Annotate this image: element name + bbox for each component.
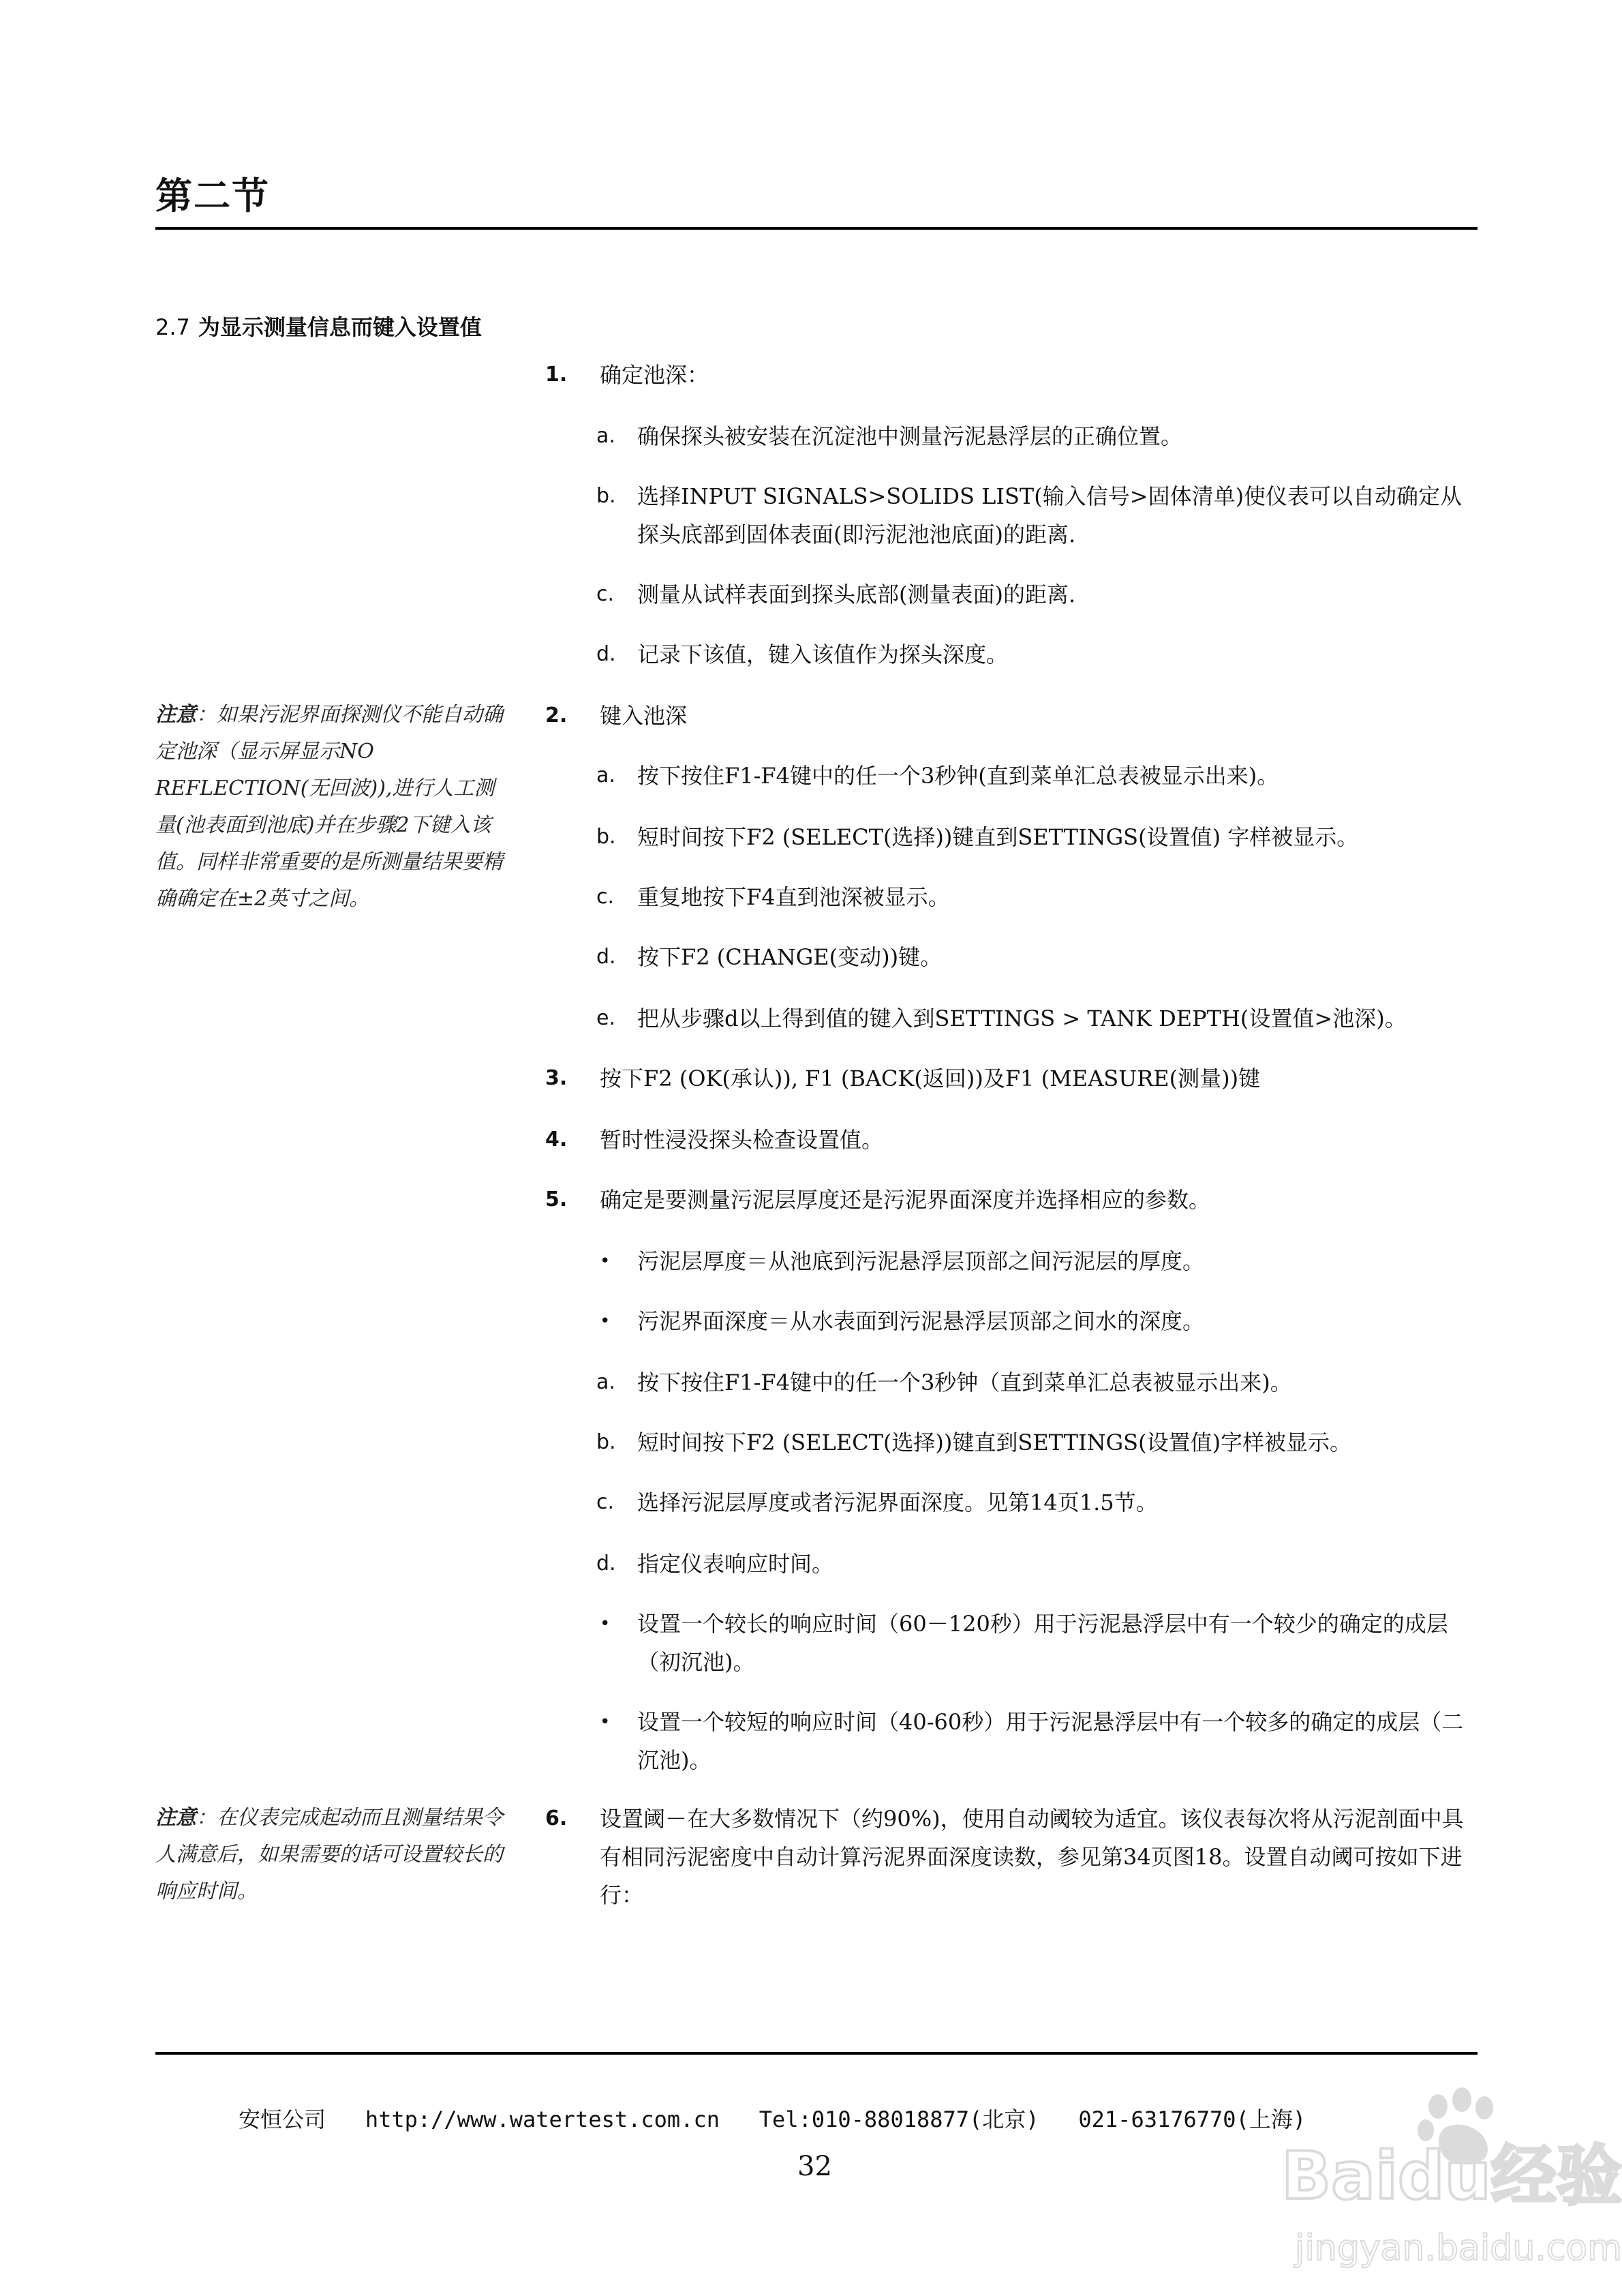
bullet-marker: •	[600, 1311, 611, 1331]
substep-letter: a.	[596, 424, 615, 448]
substep-item	[545, 635, 1479, 674]
substep-letter: c.	[596, 885, 615, 909]
step-item	[545, 356, 1479, 394]
step-item	[545, 1800, 1479, 1914]
footer-tel-beijing: Tel:010-88018877(北京)	[759, 2106, 1039, 2132]
page-title: 第二节	[155, 175, 270, 217]
page-number: 32	[797, 2151, 832, 2182]
substep-letter: b.	[596, 825, 616, 849]
note-text: ：在仪表完成起动而且测量结果令人满意后，如果需要的话可设置较长的响应时间。	[155, 1806, 503, 1903]
footer-url: http://www.watertest.com.cn	[365, 2106, 720, 2132]
substep-item	[545, 1545, 1479, 1583]
substep-text: 确保探头被安装在沉淀池中测量污泥悬浮层的正确位置。	[637, 423, 1183, 449]
substep-item	[545, 999, 1479, 1038]
step-number: 1.	[545, 363, 568, 387]
step-number: 2.	[545, 704, 568, 727]
side-note	[155, 697, 510, 918]
substep-item	[545, 1363, 1479, 1402]
bullet-marker: •	[600, 1712, 611, 1732]
substep-letter: d.	[596, 945, 616, 969]
substep-letter: d.	[596, 642, 616, 666]
bullet-item	[545, 1302, 1479, 1340]
substep-text: 按下按住F1-F4键中的任一个3秒钟(直到菜单汇总表被显示出来)。	[637, 763, 1279, 789]
step-item	[545, 1121, 1479, 1159]
step-number: 3.	[545, 1066, 568, 1090]
section-number: 2.7	[155, 314, 190, 340]
substep-item	[545, 1423, 1479, 1462]
substep-text: 重复地按下F4直到池深被显示。	[637, 884, 950, 910]
step-text: 键入池深	[600, 703, 688, 729]
footer-divider	[155, 2052, 1478, 2055]
substep-item	[545, 477, 1479, 554]
side-note	[155, 1800, 510, 1910]
bullet-item	[545, 1242, 1479, 1280]
substep-item	[545, 818, 1479, 856]
section-title: 为显示测量信息而键入设置值	[198, 314, 482, 340]
step-text: 确定池深：	[600, 362, 709, 388]
step-item	[545, 697, 1479, 735]
step-item	[545, 1181, 1479, 1219]
substep-text: 短时间按下F2 (SELECT(选择))键直到SETTINGS(设置值) 字样被显示。	[637, 824, 1359, 850]
substep-item	[545, 417, 1479, 455]
bullet-text: 设置一个较短的响应时间（40-60秒）用于污泥悬浮层中有一个较多的确定的成层（二沉池)。	[637, 1709, 1464, 1773]
substep-text: 记录下该值，键入该值作为探头深度。	[637, 641, 1009, 667]
substep-letter: c.	[596, 1490, 615, 1514]
substep-item	[545, 757, 1479, 795]
baidu-paw-logo-icon	[1268, 2079, 1622, 2277]
baidu-jingyan-watermark	[1268, 2079, 1622, 2277]
substep-text: 按下F2 (CHANGE(变动))键。	[637, 944, 943, 970]
step-number: 5.	[545, 1188, 568, 1211]
substep-text: 把从步骤d以上得到值的键入到SETTINGS > TANK DEPTH(设置值>池深)。	[637, 1006, 1407, 1031]
bullet-text: 设置一个较长的响应时间（60－120秒）用于污泥悬浮层中有一个较少的确定的成层（初沉池)。	[637, 1611, 1448, 1675]
bullet-marker: •	[600, 1614, 611, 1634]
bullet-item	[545, 1605, 1479, 1681]
substep-letter: a.	[596, 764, 615, 787]
substep-letter: b.	[596, 484, 616, 508]
substep-text: 选择污泥层厚度或者污泥界面深度。见第14页1.5节。	[637, 1490, 1158, 1515]
step-text: 设置阈－在大多数情况下（约90%)，使用自动阈较为适宜。该仪表每次将从污泥剖面中具有相同污泥密度中自动计算污泥界面深度读数，参见第34页图18。设置自动阈可按如下进行：	[600, 1806, 1464, 1908]
footer-tel-shanghai: 021-63176770(上海)	[1078, 2106, 1306, 2132]
note-text: ：如果污泥界面探测仪不能自动确定池深（显示屏显示NO REFLECTION(无回波)),进行人工测量(池表面到池底)并在步骤2下键入该值。同样非常重要的是所测量结果要精确确定在±2英寸之间。	[155, 703, 503, 911]
bullet-marker: •	[600, 1251, 611, 1271]
step-number: 4.	[545, 1128, 568, 1151]
substep-item	[545, 575, 1479, 614]
substep-text: 测量从试样表面到探头底部(测量表面)的距离.	[637, 581, 1076, 607]
substep-item	[545, 938, 1479, 976]
watermark-url-text: jingyan.baidu.com	[1295, 2228, 1622, 2269]
watermark-logo-text: Baidu经验	[1281, 2138, 1622, 2214]
substep-item	[545, 1483, 1479, 1522]
note-label: 注意	[155, 703, 196, 727]
step-text: 确定是要测量污泥层厚度还是污泥界面深度并选择相应的参数。	[600, 1187, 1211, 1213]
substep-letter: b.	[596, 1430, 616, 1454]
bullet-text: 污泥界面深度＝从水表面到污泥悬浮层顶部之间水的深度。	[637, 1308, 1205, 1334]
header-divider	[155, 227, 1478, 230]
bullet-text: 污泥层厚度＝从池底到污泥悬浮层顶部之间污泥层的厚度。	[637, 1248, 1205, 1274]
step-text: 按下F2 (OK(承认)), F1 (BACK(返回))及F1 (MEASURE(测量))键	[600, 1066, 1261, 1091]
substep-letter: e.	[596, 1006, 615, 1030]
bullet-item	[545, 1703, 1479, 1779]
substep-text: 按下按住F1-F4键中的任一个3秒钟（直到菜单汇总表被显示出来)。	[637, 1370, 1292, 1395]
substep-letter: c.	[596, 582, 615, 606]
section-heading	[155, 310, 482, 342]
substep-item	[545, 878, 1479, 916]
substep-text: 选择INPUT SIGNALS>SOLIDS LIST(输入信号>固体清单)使仪表可以自动确定从探头底部到固体表面(即污泥池池底面)的距离.	[637, 483, 1463, 547]
page-footer	[239, 2102, 1306, 2134]
substep-text: 指定仪表响应时间。	[637, 1551, 834, 1577]
footer-company: 安恒公司	[239, 2106, 326, 2132]
step-number: 6.	[545, 1807, 568, 1830]
substep-letter: d.	[596, 1552, 616, 1575]
step-text: 暂时性浸没探头检查设置值。	[600, 1127, 884, 1153]
substep-text: 短时间按下F2 (SELECT(选择))键直到SETTINGS(设置值)字样被显示。	[637, 1430, 1352, 1455]
substep-letter: a.	[596, 1370, 615, 1394]
note-label: 注意	[155, 1806, 196, 1830]
step-item	[545, 1059, 1479, 1098]
